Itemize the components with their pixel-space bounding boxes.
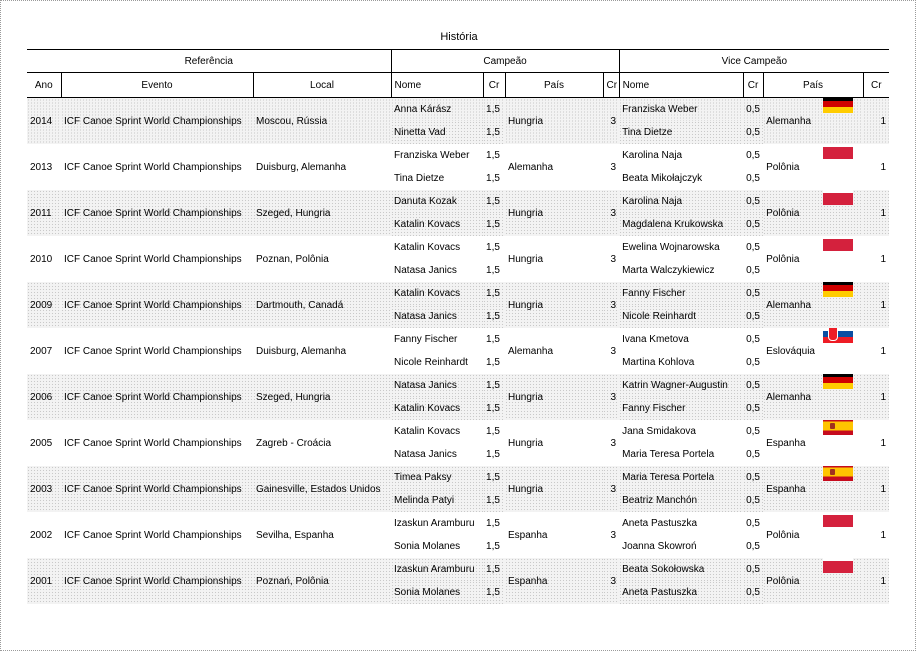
runner-up-country-label: Polônia	[766, 529, 800, 541]
flag-icon	[563, 328, 593, 343]
runner-up-name: Jana Smidakova	[622, 426, 696, 437]
runner-up-cr: 0,5	[743, 305, 763, 328]
runner-up-country	[763, 466, 863, 512]
champion-cr: 1,5	[486, 265, 500, 276]
table-row	[27, 512, 889, 535]
history-table	[27, 49, 889, 604]
champion-country-label: Alemanha	[508, 345, 554, 357]
flag-icon	[563, 466, 593, 481]
champion-country-label: Espanha	[508, 575, 548, 587]
runner-up-name: Nicole Reinhardt	[619, 305, 743, 328]
champion-name: Natasa Janics	[391, 305, 483, 328]
year: 2001	[27, 558, 61, 604]
runner-up-country	[763, 512, 863, 558]
runner-up-cr: 0,5	[746, 265, 760, 276]
year: 2007	[30, 345, 53, 357]
location: Gainesville, Estados Unidos	[253, 466, 391, 512]
runner-up-name: Beata Sokołowska	[619, 558, 743, 581]
page-title: História	[440, 31, 478, 43]
runner-up-name: Magdalena Krukowska	[619, 213, 743, 236]
header-campeao-nome: Nome	[391, 73, 483, 98]
runner-up-name: Joanna Skowroń	[622, 541, 697, 552]
year: 2010	[30, 253, 53, 265]
runner-up-name: Katrin Wagner-Augustin	[619, 374, 743, 397]
year: 2003	[27, 466, 61, 512]
year: 2014	[27, 98, 61, 145]
champion-country	[505, 374, 603, 420]
champion-country	[505, 466, 603, 512]
runner-up-country-label: Eslováquia	[766, 345, 815, 357]
champion-name: Tina Dietze	[394, 173, 445, 184]
flag-icon	[823, 282, 853, 297]
champion-country-label: Alemanha	[508, 161, 554, 173]
location: Poznan, Polônia	[256, 253, 329, 265]
champion-total-cr: 3	[610, 161, 617, 173]
runner-up-total-cr: 1	[863, 466, 889, 512]
champion-cr: 1,5	[486, 518, 500, 529]
runner-up-name: Karolina Naja	[622, 150, 683, 161]
runner-up-cr: 0,5	[743, 98, 763, 122]
flag-icon	[823, 420, 853, 435]
champion-name: Natasa Janics	[391, 374, 483, 397]
runner-up-cr: 0,5	[743, 374, 763, 397]
champion-country-label: Hungria	[508, 207, 544, 219]
champion-country-label: Hungria	[508, 391, 544, 403]
champion-country-label: Hungria	[508, 253, 544, 265]
header-referencia: Referência	[27, 50, 391, 73]
runner-up-name: Fanny Fischer	[619, 397, 743, 420]
flag-icon	[823, 466, 853, 481]
champion-total-cr: 3	[603, 190, 619, 236]
champion-cr: 1,5	[486, 173, 500, 184]
runner-up-total-cr: 1	[863, 558, 889, 604]
champion-cr: 1,5	[483, 581, 505, 604]
flag-icon	[823, 558, 853, 573]
runner-up-country-label: Polônia	[766, 161, 800, 173]
runner-up-name: Karolina Naja	[619, 190, 743, 213]
year: 2013	[30, 161, 53, 173]
runner-up-cr: 0,5	[746, 242, 760, 253]
year: 2011	[27, 190, 61, 236]
runner-up-country-label: Alemanha	[766, 115, 812, 127]
champion-name: Katalin Kovacs	[391, 213, 483, 236]
champion-name: Katalin Kovacs	[394, 426, 461, 437]
champion-total-cr: 3	[603, 98, 619, 145]
runner-up-name: Maria Teresa Portela	[619, 466, 743, 489]
champion-name: Natasa Janics	[394, 449, 457, 460]
year: 2006	[27, 374, 61, 420]
runner-up-country-label: Polônia	[766, 575, 800, 587]
flag-icon	[563, 374, 593, 389]
runner-up-country	[763, 190, 863, 236]
champion-name: Izaskun Aramburu	[394, 518, 475, 529]
runner-up-country	[763, 98, 863, 145]
header-campeao-cr: Cr	[483, 73, 505, 98]
champion-cr: 1,5	[483, 213, 505, 236]
flag-icon	[563, 420, 593, 435]
champion-country	[505, 98, 603, 145]
champion-cr: 1,5	[486, 541, 500, 552]
runner-up-total-cr: 1	[880, 529, 887, 541]
runner-up-cr: 0,5	[746, 426, 760, 437]
runner-up-total-cr: 1	[880, 437, 887, 449]
champion-cr: 1,5	[483, 305, 505, 328]
event-name: ICF Canoe Sprint World Championships	[61, 98, 253, 145]
event-name: ICF Canoe Sprint World Championships	[61, 282, 253, 328]
header-ano: Ano	[27, 73, 61, 98]
champion-cr: 1,5	[486, 242, 500, 253]
champion-total-cr: 3	[610, 437, 617, 449]
flag-icon	[563, 98, 593, 113]
event-name: ICF Canoe Sprint World Championships	[61, 466, 253, 512]
champion-name: Katalin Kovacs	[394, 242, 461, 253]
header-local: Local	[253, 73, 391, 98]
champion-name: Anna Kárász	[391, 98, 483, 122]
location: Moscou, Rússia	[253, 98, 391, 145]
champion-cr: 1,5	[486, 426, 500, 437]
header-evento: Evento	[61, 73, 253, 98]
champion-cr: 1,5	[486, 334, 500, 345]
runner-up-total-cr: 1	[880, 161, 887, 173]
runner-up-cr: 0,5	[746, 173, 760, 184]
event-name: ICF Canoe Sprint World Championships	[64, 161, 242, 173]
runner-up-cr: 0,5	[743, 397, 763, 420]
runner-up-name: Fanny Fischer	[619, 282, 743, 305]
champion-total-cr: 3	[610, 253, 617, 265]
runner-up-name: Ewelina Wojnarowska	[622, 242, 720, 253]
runner-up-total-cr: 1	[863, 282, 889, 328]
runner-up-country	[763, 236, 863, 282]
location: Poznań, Polônia	[253, 558, 391, 604]
champion-name: Izaskun Aramburu	[391, 558, 483, 581]
runner-up-country	[763, 374, 863, 420]
event-name: ICF Canoe Sprint World Championships	[61, 558, 253, 604]
runner-up-name: Marta Walczykiewicz	[622, 265, 715, 276]
runner-up-cr: 0,5	[746, 541, 760, 552]
runner-up-name: Tina Dietze	[619, 121, 743, 144]
runner-up-country	[763, 144, 863, 190]
runner-up-name: Martina Kohlova	[622, 357, 695, 368]
champion-name: Timea Paksy	[391, 466, 483, 489]
runner-up-country-label: Polônia	[766, 253, 800, 265]
champion-cr: 1,5	[486, 150, 500, 161]
flag-icon	[823, 98, 853, 113]
champion-total-cr: 3	[603, 282, 619, 328]
champion-cr: 1,5	[483, 489, 505, 512]
flag-icon	[563, 144, 593, 159]
runner-up-country	[763, 420, 863, 466]
champion-cr: 1,5	[483, 282, 505, 305]
champion-cr: 1,5	[483, 397, 505, 420]
champion-country	[505, 512, 603, 558]
runner-up-cr: 0,5	[743, 282, 763, 305]
champion-cr: 1,5	[483, 466, 505, 489]
event-name: ICF Canoe Sprint World Championships	[64, 345, 242, 357]
flag-icon	[563, 282, 593, 297]
runner-up-cr: 0,5	[743, 213, 763, 236]
runner-up-total-cr: 1	[880, 345, 887, 357]
champion-name: Danuta Kozak	[391, 190, 483, 213]
champion-country	[505, 144, 603, 190]
runner-up-country-label: Alemanha	[766, 391, 812, 403]
event-name: ICF Canoe Sprint World Championships	[64, 253, 242, 265]
flag-icon	[823, 144, 853, 159]
runner-up-name: Beatriz Manchón	[619, 489, 743, 512]
event-name: ICF Canoe Sprint World Championships	[64, 529, 242, 541]
runner-up-country-label: Polônia	[766, 207, 800, 219]
champion-name: Sonia Molanes	[394, 541, 461, 552]
header-vice: Vice Campeão	[619, 50, 889, 73]
location: Szeged, Hungria	[253, 190, 391, 236]
header-campeao-total-cr: Cr	[603, 73, 619, 98]
table-row	[27, 190, 889, 213]
runner-up-cr: 0,5	[746, 150, 760, 161]
event-name: ICF Canoe Sprint World Championships	[61, 190, 253, 236]
location: Szeged, Hungria	[253, 374, 391, 420]
champion-name: Katalin Kovacs	[391, 282, 483, 305]
champion-cr: 1,5	[486, 449, 500, 460]
location: Zagreb - Croácia	[256, 437, 332, 449]
champion-country	[505, 420, 603, 466]
table-row	[27, 374, 889, 397]
location: Duisburg, Alemanha	[256, 345, 347, 357]
champion-name: Franziska Weber	[394, 150, 470, 161]
table-row	[27, 282, 889, 305]
champion-country-label: Hungria	[508, 115, 544, 127]
champion-country	[505, 558, 603, 604]
runner-up-name: Franziska Weber	[619, 98, 743, 122]
runner-up-country-label: Alemanha	[766, 299, 812, 311]
champion-name: Fanny Fischer	[394, 334, 458, 345]
header-campeao-pais: País	[505, 73, 603, 98]
location: Duisburg, Alemanha	[256, 161, 347, 173]
champion-total-cr: 3	[610, 345, 617, 357]
year: 2009	[27, 282, 61, 328]
runner-up-cr: 0,5	[743, 489, 763, 512]
runner-up-cr: 0,5	[743, 466, 763, 489]
runner-up-cr: 0,5	[743, 121, 763, 144]
runner-up-total-cr: 1	[863, 98, 889, 145]
runner-up-cr: 0,5	[743, 581, 763, 604]
runner-up-cr: 0,5	[743, 558, 763, 581]
champion-country-label: Espanha	[508, 529, 548, 541]
runner-up-total-cr: 1	[863, 190, 889, 236]
flag-icon	[823, 374, 853, 389]
flag-icon	[563, 558, 593, 573]
runner-up-name: Aneta Pastuszka	[619, 581, 743, 604]
champion-country	[505, 282, 603, 328]
header-campeao: Campeão	[391, 50, 619, 73]
runner-up-cr: 0,5	[746, 334, 760, 345]
header-vice-total-cr: Cr	[863, 73, 889, 98]
runner-up-name: Aneta Pastuszka	[622, 518, 698, 529]
event-name: ICF Canoe Sprint World Championships	[64, 437, 242, 449]
flag-icon	[823, 512, 853, 527]
runner-up-country	[763, 558, 863, 604]
champion-name: Sonia Molanes	[391, 581, 483, 604]
flag-icon	[823, 328, 853, 343]
event-name: ICF Canoe Sprint World Championships	[61, 374, 253, 420]
header-vice-cr: Cr	[743, 73, 763, 98]
runner-up-cr: 0,5	[746, 357, 760, 368]
runner-up-total-cr: 1	[863, 374, 889, 420]
runner-up-total-cr: 1	[880, 253, 887, 265]
champion-total-cr: 3	[603, 558, 619, 604]
champion-cr: 1,5	[483, 558, 505, 581]
champion-country	[505, 190, 603, 236]
champion-country-label: Hungria	[508, 437, 544, 449]
table-row	[27, 466, 889, 489]
runner-up-name: Ivana Kmetova	[622, 334, 689, 345]
header-vice-nome: Nome	[619, 73, 743, 98]
champion-cr: 1,5	[483, 190, 505, 213]
table-row	[27, 236, 889, 259]
runner-up-country-label: Espanha	[766, 437, 806, 449]
flag-icon	[563, 236, 593, 251]
year: 2005	[30, 437, 53, 449]
flag-icon	[563, 512, 593, 527]
champion-total-cr: 3	[603, 466, 619, 512]
header-vice-pais: País	[763, 73, 863, 98]
champion-name: Natasa Janics	[394, 265, 457, 276]
runner-up-name: Beata Mikołajczyk	[622, 173, 703, 184]
table-row	[27, 98, 889, 122]
year: 2002	[30, 529, 53, 541]
champion-name: Nicole Reinhardt	[394, 357, 468, 368]
flag-icon	[823, 236, 853, 251]
flag-icon	[823, 190, 853, 205]
champion-country-label: Hungria	[508, 299, 544, 311]
runner-up-cr: 0,5	[746, 449, 760, 460]
champion-total-cr: 3	[603, 374, 619, 420]
champion-cr: 1,5	[483, 374, 505, 397]
table-row	[27, 328, 889, 351]
champion-cr: 1,5	[483, 98, 505, 122]
runner-up-cr: 0,5	[743, 190, 763, 213]
location: Dartmouth, Canadá	[253, 282, 391, 328]
flag-icon	[563, 190, 593, 205]
runner-up-country-label: Espanha	[766, 483, 806, 495]
champion-name: Melinda Patyi	[391, 489, 483, 512]
champion-country	[505, 236, 603, 282]
table-row	[27, 558, 889, 581]
runner-up-cr: 0,5	[746, 518, 760, 529]
champion-country	[505, 328, 603, 374]
table-row	[27, 144, 889, 167]
champion-country-label: Hungria	[508, 483, 544, 495]
champion-name: Katalin Kovacs	[391, 397, 483, 420]
location: Sevilha, Espanha	[256, 529, 334, 541]
champion-total-cr: 3	[610, 529, 617, 541]
champion-name: Ninetta Vad	[391, 121, 483, 144]
runner-up-country	[763, 282, 863, 328]
champion-cr: 1,5	[483, 121, 505, 144]
champion-cr: 1,5	[486, 357, 500, 368]
runner-up-country	[763, 328, 863, 374]
table-row	[27, 420, 889, 443]
runner-up-name: Maria Teresa Portela	[622, 449, 715, 460]
